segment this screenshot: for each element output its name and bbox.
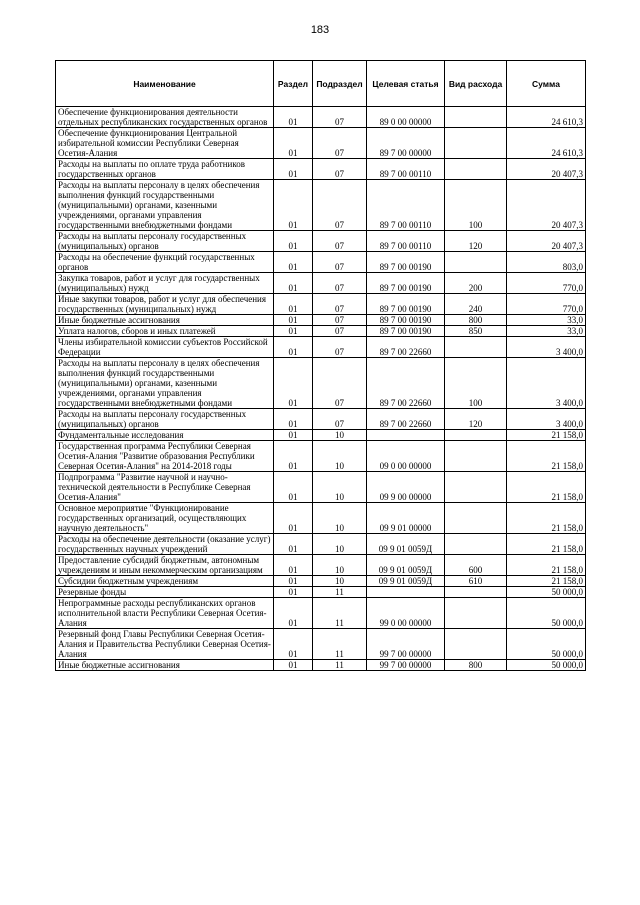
table-row: [56, 555, 586, 576]
header-type: Вид расхода: [445, 61, 507, 107]
cell-name: Обеспечение функционирования Центральной избирательной комиссии Республики Северная Осетия-Алания: [56, 128, 274, 159]
table-row: [56, 252, 586, 273]
cell-type: [445, 128, 507, 159]
cell-section: 01: [274, 128, 313, 159]
cell-name: Государственная программа Республики Северная Осетия-Алания "Развитие образования Республики Северная Осетия-Алания" на 2014-2018 годы: [56, 441, 274, 472]
cell-target: 89 0 00 00000: [367, 107, 445, 128]
cell-target: 99 0 00 00000: [367, 598, 445, 629]
cell-name: Предоставление субсидий бюджетным, автономным учреждениям и иным некоммерческим организациям: [56, 555, 274, 576]
cell-section: 01: [274, 231, 313, 252]
cell-target: [367, 430, 445, 441]
cell-sum: 20 407,3: [507, 180, 586, 231]
cell-subsection: 07: [313, 337, 367, 358]
cell-type: 200: [445, 273, 507, 294]
header-target: Целевая статья: [367, 61, 445, 107]
cell-sum: 21 158,0: [507, 472, 586, 503]
cell-target: 09 9 01 0059Д: [367, 555, 445, 576]
cell-section: 01: [274, 337, 313, 358]
cell-type: [445, 430, 507, 441]
cell-name: Обеспечение функционирования деятельности отдельных республиканских государственных органов: [56, 107, 274, 128]
cell-section: 01: [274, 598, 313, 629]
cell-sum: 50 000,0: [507, 629, 586, 660]
cell-section: 01: [274, 252, 313, 273]
cell-subsection: 10: [313, 441, 367, 472]
cell-subsection: 07: [313, 159, 367, 180]
cell-sum: 3 400,0: [507, 337, 586, 358]
table-row: [56, 107, 586, 128]
cell-name: Подпрограмма "Развитие научной и научно-технической деятельности в Республике Северная Осетия-Алания": [56, 472, 274, 503]
cell-subsection: 10: [313, 534, 367, 555]
cell-section: 01: [274, 576, 313, 587]
cell-sum: 21 158,0: [507, 555, 586, 576]
cell-section: 01: [274, 555, 313, 576]
cell-name: Основное мероприятие "Функционирование государственных организаций, осуществляющих научную деятельность": [56, 503, 274, 534]
cell-subsection: 07: [313, 128, 367, 159]
cell-type: [445, 337, 507, 358]
cell-section: 01: [274, 534, 313, 555]
cell-sum: 33,0: [507, 326, 586, 337]
cell-type: [445, 629, 507, 660]
cell-section: 01: [274, 629, 313, 660]
cell-subsection: 10: [313, 430, 367, 441]
cell-sum: 50 000,0: [507, 598, 586, 629]
cell-type: [445, 472, 507, 503]
cell-subsection: 10: [313, 503, 367, 534]
cell-target: 89 7 00 00110: [367, 231, 445, 252]
cell-sum: 21 158,0: [507, 430, 586, 441]
cell-type: 120: [445, 231, 507, 252]
cell-subsection: 07: [313, 409, 367, 430]
table-row: [56, 534, 586, 555]
cell-target: 89 7 00 00000: [367, 128, 445, 159]
cell-target: 09 9 00 00000: [367, 472, 445, 503]
cell-name: Иные бюджетные ассигнования: [56, 660, 274, 671]
cell-sum: 50 000,0: [507, 587, 586, 598]
cell-subsection: 11: [313, 660, 367, 671]
table-row: [56, 576, 586, 587]
table-row: [56, 358, 586, 409]
table-header-row: [56, 61, 586, 107]
cell-name: Иные закупки товаров, работ и услуг для обеспечения государственных (муниципальных) нужд: [56, 294, 274, 315]
cell-type: 610: [445, 576, 507, 587]
cell-type: 120: [445, 409, 507, 430]
cell-subsection: 07: [313, 326, 367, 337]
cell-section: 01: [274, 430, 313, 441]
cell-sum: 21 158,0: [507, 534, 586, 555]
cell-type: [445, 441, 507, 472]
cell-sum: 3 400,0: [507, 358, 586, 409]
cell-subsection: 10: [313, 555, 367, 576]
cell-sum: 3 400,0: [507, 409, 586, 430]
cell-name: Иные бюджетные ассигнования: [56, 315, 274, 326]
cell-sum: 803,0: [507, 252, 586, 273]
cell-type: 800: [445, 660, 507, 671]
table-row: [56, 598, 586, 629]
cell-type: 240: [445, 294, 507, 315]
table-row: [56, 273, 586, 294]
cell-sum: 770,0: [507, 294, 586, 315]
table-row: [56, 409, 586, 430]
table-row: [56, 587, 586, 598]
cell-subsection: 07: [313, 252, 367, 273]
cell-name: Закупка товаров, работ и услуг для государственных (муниципальных) нужд: [56, 273, 274, 294]
cell-type: [445, 107, 507, 128]
table-row: [56, 660, 586, 671]
cell-name: Субсидии бюджетным учреждениям: [56, 576, 274, 587]
cell-name: Расходы на обеспечение функций государственных органов: [56, 252, 274, 273]
cell-name: Расходы на выплаты персоналу в целях обеспечения выполнения функций государственными (муниципальными) органами, казенными учреждениями, органами управления государственными внебюджетными фондами: [56, 358, 274, 409]
table-row: [56, 629, 586, 660]
cell-sum: 21 158,0: [507, 441, 586, 472]
table-row: [56, 326, 586, 337]
cell-target: 09 0 00 00000: [367, 441, 445, 472]
cell-section: 01: [274, 503, 313, 534]
table-row: [56, 337, 586, 358]
table-row: [56, 430, 586, 441]
cell-section: 01: [274, 441, 313, 472]
header-section: Раздел: [274, 61, 313, 107]
cell-section: 01: [274, 587, 313, 598]
cell-target: 09 9 01 0059Д: [367, 534, 445, 555]
cell-type: [445, 503, 507, 534]
cell-target: 89 7 00 00110: [367, 180, 445, 231]
cell-sum: 21 158,0: [507, 503, 586, 534]
table-row: [56, 231, 586, 252]
cell-sum: 20 407,3: [507, 231, 586, 252]
header-name: Наименование: [56, 61, 274, 107]
cell-target: 99 7 00 00000: [367, 629, 445, 660]
header-subsection: Подраздел: [313, 61, 367, 107]
page-number: 183: [310, 24, 330, 36]
cell-type: 100: [445, 358, 507, 409]
cell-sum: 20 407,3: [507, 159, 586, 180]
cell-subsection: 07: [313, 273, 367, 294]
cell-name: Члены избирательной комиссии субъектов Российской Федерации: [56, 337, 274, 358]
table-row: [56, 441, 586, 472]
cell-subsection: 10: [313, 472, 367, 503]
cell-subsection: 07: [313, 315, 367, 326]
cell-type: [445, 587, 507, 598]
cell-type: [445, 252, 507, 273]
cell-type: 850: [445, 326, 507, 337]
table-row: [56, 128, 586, 159]
cell-target: 89 7 00 00190: [367, 273, 445, 294]
cell-target: 89 7 00 22660: [367, 358, 445, 409]
cell-target: 89 7 00 00190: [367, 326, 445, 337]
cell-type: 600: [445, 555, 507, 576]
cell-name: Уплата налогов, сборов и иных платежей: [56, 326, 274, 337]
cell-section: 01: [274, 660, 313, 671]
cell-subsection: 11: [313, 629, 367, 660]
cell-name: Расходы на выплаты персоналу государственных (муниципальных) органов: [56, 409, 274, 430]
table-row: [56, 503, 586, 534]
cell-target: 89 7 00 22660: [367, 337, 445, 358]
cell-section: 01: [274, 273, 313, 294]
cell-section: 01: [274, 107, 313, 128]
cell-sum: 21 158,0: [507, 576, 586, 587]
cell-target: [367, 587, 445, 598]
cell-name: Резервный фонд Главы Республики Северная Осетия-Алания и Правительства Республики Северная Осетия-Алания: [56, 629, 274, 660]
cell-name: Расходы на выплаты персоналу государственных (муниципальных) органов: [56, 231, 274, 252]
cell-subsection: 11: [313, 598, 367, 629]
cell-name: Резервные фонды: [56, 587, 274, 598]
cell-type: [445, 598, 507, 629]
header-sum: Сумма: [507, 61, 586, 107]
cell-type: [445, 534, 507, 555]
table-row: [56, 472, 586, 503]
cell-sum: 24 610,3: [507, 107, 586, 128]
cell-subsection: 07: [313, 231, 367, 252]
cell-sum: 50 000,0: [507, 660, 586, 671]
cell-subsection: 10: [313, 576, 367, 587]
table-body: [56, 107, 586, 671]
cell-section: 01: [274, 180, 313, 231]
cell-target: 09 9 01 0059Д: [367, 576, 445, 587]
cell-name: Расходы на выплаты по оплате труда работников государственных органов: [56, 159, 274, 180]
cell-section: 01: [274, 472, 313, 503]
cell-subsection: 07: [313, 358, 367, 409]
cell-section: 01: [274, 294, 313, 315]
cell-section: 01: [274, 326, 313, 337]
table-row: [56, 159, 586, 180]
cell-target: 89 7 00 00190: [367, 315, 445, 326]
cell-section: 01: [274, 409, 313, 430]
cell-section: 01: [274, 315, 313, 326]
cell-name: Фундаментальные исследования: [56, 430, 274, 441]
cell-type: 100: [445, 180, 507, 231]
cell-target: 89 7 00 00110: [367, 159, 445, 180]
cell-subsection: 07: [313, 180, 367, 231]
cell-name: Расходы на обеспечение деятельности (оказание услуг) государственных научных учреждений: [56, 534, 274, 555]
cell-name: Расходы на выплаты персоналу в целях обеспечения выполнения функций государственными (муниципальными) органами, казенными учреждениями, органами управления государственными внебюджетными фондами: [56, 180, 274, 231]
table-row: [56, 180, 586, 231]
cell-sum: 24 610,3: [507, 128, 586, 159]
cell-target: 09 9 01 00000: [367, 503, 445, 534]
cell-target: 89 7 00 00190: [367, 294, 445, 315]
cell-target: 89 7 00 00190: [367, 252, 445, 273]
cell-target: 99 7 00 00000: [367, 660, 445, 671]
cell-section: 01: [274, 159, 313, 180]
cell-type: [445, 159, 507, 180]
cell-subsection: 11: [313, 587, 367, 598]
cell-subsection: 07: [313, 294, 367, 315]
cell-section: 01: [274, 358, 313, 409]
cell-target: 89 7 00 22660: [367, 409, 445, 430]
cell-sum: 33,0: [507, 315, 586, 326]
cell-sum: 770,0: [507, 273, 586, 294]
cell-type: 800: [445, 315, 507, 326]
table-row: [56, 315, 586, 326]
budget-table: [55, 60, 586, 671]
cell-subsection: 07: [313, 107, 367, 128]
table-row: [56, 294, 586, 315]
cell-name: Непрограммные расходы республиканских органов исполнительной власти Республики Северная Осетия-Алания: [56, 598, 274, 629]
